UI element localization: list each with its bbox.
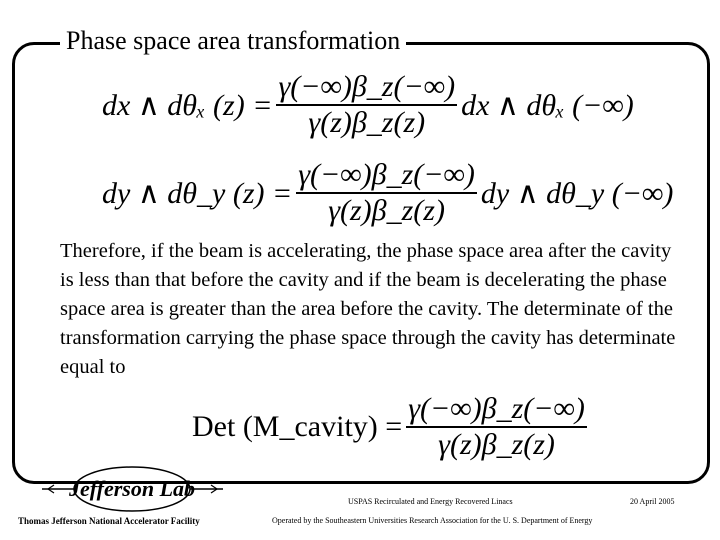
date-label: 20 April 2005 <box>630 497 675 506</box>
equation-dy-denominator: γ(z)β_z(z) <box>328 194 445 227</box>
equation-dx-fraction <box>276 70 457 140</box>
equation-dx-denominator: γ(z)β_z(z) <box>308 106 426 139</box>
course-name: USPAS Recirculated and Energy Recovered Linacs <box>348 497 513 506</box>
slide-title: Phase space area transformation <box>60 26 406 56</box>
equation-dx-lhs: dx ∧ dθₓ (z) = <box>102 88 273 122</box>
svg-text:Jefferson Lab: Jefferson Lab <box>68 476 196 501</box>
equation-dx <box>102 70 634 140</box>
jefferson-lab-logo <box>40 462 225 514</box>
equation-dy-fraction <box>296 158 477 228</box>
equation-dx-numerator: γ(−∞)β_z(−∞) <box>278 70 456 103</box>
equation-det <box>192 392 591 462</box>
equation-det-numerator: γ(−∞)β_z(−∞) <box>408 392 585 425</box>
equation-det-denominator: γ(z)β_z(z) <box>438 428 555 461</box>
equation-dy-numerator: γ(−∞)β_z(−∞) <box>298 158 475 191</box>
equation-det-fraction <box>406 392 587 462</box>
equation-dy-rhs: dy ∧ dθ_y (−∞) <box>480 176 674 210</box>
equation-dy <box>102 158 673 228</box>
equation-det-lhs: Det (M_cavity) = <box>192 410 403 443</box>
equation-dx-rhs: dx ∧ dθₓ (−∞) <box>461 88 634 122</box>
equation-dy-lhs: dy ∧ dθ_y (z) = <box>102 176 293 210</box>
facility-name: Thomas Jefferson National Accelerator Facility <box>18 516 200 526</box>
body-paragraph: Therefore, if the beam is accelerating, the phase space area after the cavity is less than that before the cavity and if the beam is decelerating the phase space area is greater than the area before the cavity. The determinate of the transformation carrying the phase space through the cavity has determinate equal to <box>60 240 676 378</box>
operator-statement: Operated by the Southeastern Universities Research Association for the U. S. Department of Energy <box>272 516 593 525</box>
